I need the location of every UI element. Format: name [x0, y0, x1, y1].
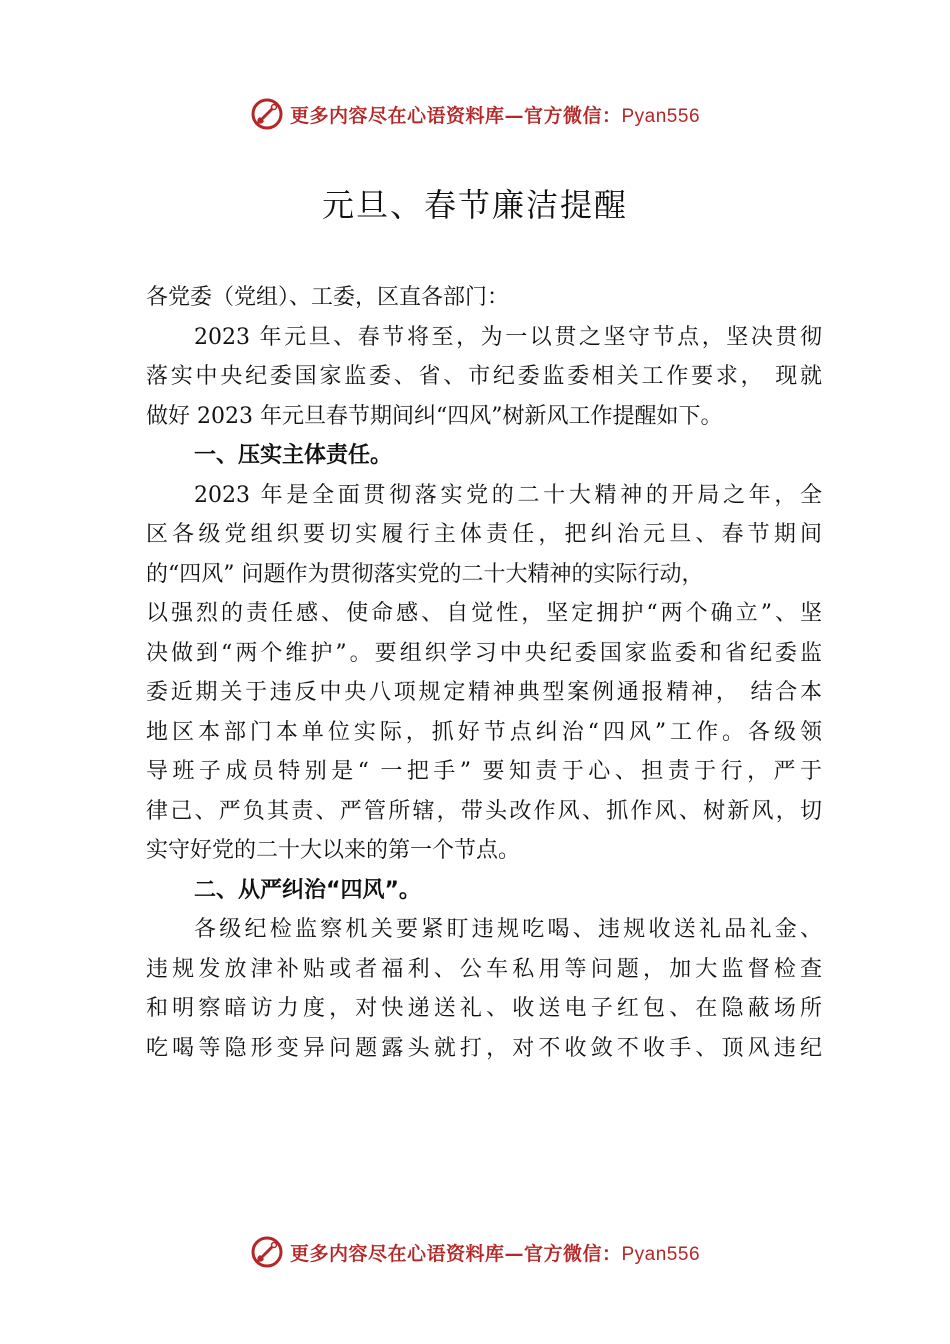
wechat-id: Pyan556	[621, 105, 701, 127]
banner-text: 更多内容尽在心语资料库—官方微信：Pyan556	[289, 1242, 701, 1265]
section1-line: 决做到“两个维护”。要组织学习中央纪委国家监委和省纪委监	[146, 640, 822, 666]
section2-line: 和明察暗访力度，对快递送礼、收送电子红包、在隐蔽场所	[146, 996, 822, 1021]
page-title: 元旦、春节廉洁提醒	[321, 186, 628, 224]
header-banner	[0, 94, 950, 134]
section1-line: 导班子成员特别是“ 一把手” 要知责于心、担责于行，严于	[146, 759, 822, 784]
intro-line: 做好 2023 年元旦春节期间纠“四风”树新风工作提醒如下。	[146, 403, 723, 429]
section1-line: 实守好党的二十大以来的第一个节点。	[146, 838, 521, 863]
footer-banner	[0, 1232, 950, 1272]
intro-line: 2023 年元旦、春节将至，为一以贯之坚守节点，坚决贯彻	[194, 324, 822, 350]
salutation: 各党委（党组）、工委，区直各部门：	[146, 285, 510, 310]
section1-line: 区各级党组织要切实履行主体责任，把纠治元旦、春节期间	[146, 522, 822, 547]
section2-line: 吃喝等隐形变异问题露头就打，对不收敛不收手、顶风违纪	[146, 1035, 822, 1061]
section2-line: 各级纪检监察机关要紧盯违规吃喝、违规收送礼品礼金、	[194, 917, 822, 942]
brush-pen-logo-icon	[250, 1235, 284, 1269]
section1-line: 律己、严负其责、严管所辖，带头改作风、抓作风、树新风，切	[146, 798, 822, 824]
section2-line: 违规发放津补贴或者福利、公车私用等问题，加大监督检查	[146, 956, 822, 982]
section-heading-2: 二、从严纠治“四风”。	[194, 877, 421, 903]
section1-line: 以强烈的责任感、使命感、自觉性，坚定拥护“两个确立”、坚	[146, 601, 822, 626]
brush-pen-logo-icon	[250, 97, 284, 131]
section1-line: 地区本部门本单位实际，抓好节点纠治“四风”工作。各级领	[146, 719, 822, 745]
document-body	[146, 278, 822, 1068]
intro-line: 落实中央纪委国家监委、省、市纪委监委相关工作要求， 现就	[146, 364, 822, 389]
section1-line: 的“四风” 问题作为贯彻落实党的二十大精神的实际行动，	[146, 561, 704, 587]
section1-line: 2023 年是全面贯彻落实党的二十大精神的开局之年，全	[194, 482, 822, 508]
wechat-id: Pyan556	[621, 1243, 701, 1265]
banner-text: 更多内容尽在心语资料库—官方微信：Pyan556	[289, 104, 701, 127]
section-heading-1: 一、压实主体责任。	[194, 443, 393, 468]
section1-line: 委近期关于违反中央八项规定精神典型案例通报精神， 结合本	[146, 680, 822, 705]
